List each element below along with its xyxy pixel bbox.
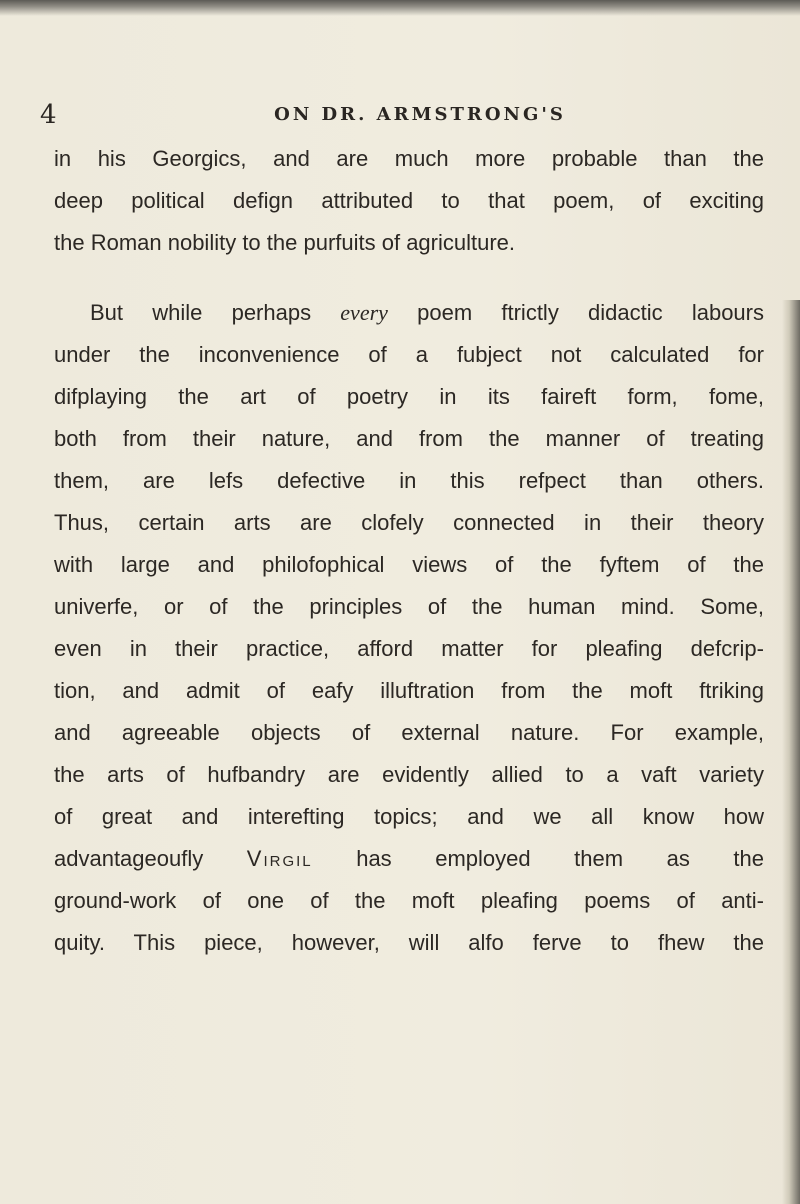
running-head: ON DR. ARMSTRONG'S: [274, 104, 566, 125]
page-number: 4: [40, 100, 57, 130]
paragraph-1: [54, 138, 764, 264]
paragraph-gap: [54, 264, 764, 292]
small-caps-name: Virgil: [246, 846, 313, 871]
text-line: with large and philofophical views of the fyftem of the: [54, 552, 764, 577]
text-line: tion, and admit of eafy illuftration from the moft ftriking: [54, 678, 764, 703]
paragraph-2: [54, 292, 764, 964]
text-line: of great and interefting topics; and we all know how: [54, 804, 764, 829]
text-line: difplaying the art of poetry in its faireft form, fome,: [54, 384, 764, 409]
text-line: [54, 838, 764, 880]
text-line: [54, 292, 764, 334]
text-line: under the inconvenience of a fubject not calculated for: [54, 342, 764, 367]
text-run: advantageoufly: [54, 846, 247, 871]
body-text: [54, 138, 764, 964]
text-line: quity. This piece, however, will alfo ferve to fhew the: [54, 930, 764, 955]
text-line: deep political defign attributed to that poem, of exciting: [54, 188, 764, 213]
text-line: even in their practice, afford matter for pleafing defcrip-: [54, 636, 764, 661]
page-top-shadow: [0, 0, 800, 16]
text-run: poem ftrictly didactic labours: [387, 300, 764, 325]
page-header: [40, 100, 760, 130]
italic-word: every: [340, 300, 388, 325]
text-line: and agreeable objects of external nature. For example,: [54, 720, 764, 745]
text-run: has employed them as the: [312, 846, 765, 871]
page-gutter-shadow: [782, 300, 800, 1204]
text-run: But while perhaps: [90, 300, 341, 325]
text-line: ground-work of one of the moft pleafing poems of anti-: [54, 888, 764, 913]
text-line: in his Georgics, and are much more probable than the: [54, 146, 764, 171]
text-line: both from their nature, and from the manner of treating: [54, 426, 764, 451]
text-line: the arts of hufbandry are evidently allied to a vaft variety: [54, 762, 764, 787]
text-line: univerfe, or of the principles of the human mind. Some,: [54, 594, 764, 619]
text-line: Thus, certain arts are clofely connected in their theory: [54, 510, 764, 535]
text-line: them, are lefs defective in this refpect than others.: [54, 468, 764, 493]
text-line: the Roman nobility to the purfuits of agriculture.: [54, 230, 516, 255]
